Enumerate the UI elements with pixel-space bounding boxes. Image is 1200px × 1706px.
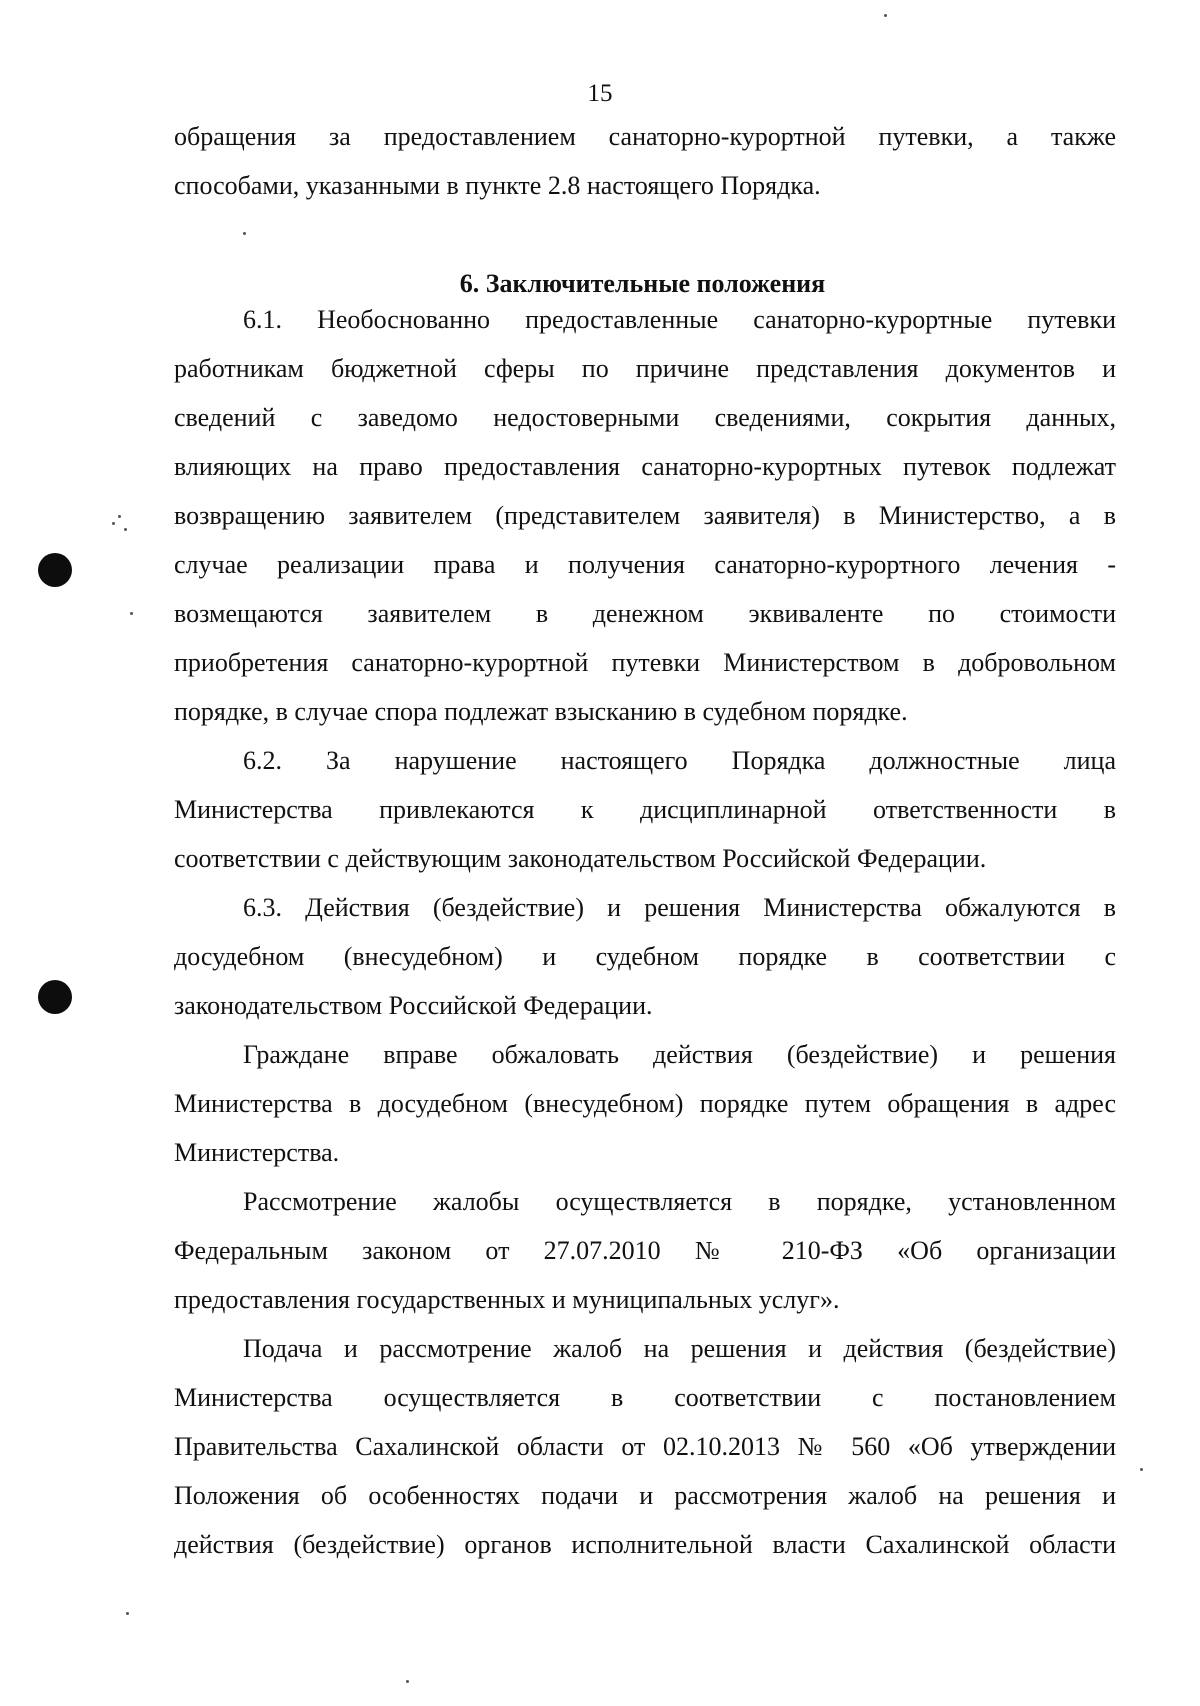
text-line: Граждане вправе обжаловать действия (бездействие) и решения [243,1040,1116,1069]
text-line: работникам бюджетной сферы по причине представления документов и [174,354,1116,383]
text-line: случае реализации права и получения санаторно-курортного лечения - [174,550,1116,579]
scan-speck [124,528,127,531]
text-line: 6.3. Действия (бездействие) и решения Министерства обжалуются в [243,893,1116,922]
scan-speck [243,232,246,235]
binder-hole [38,553,72,587]
text-line: способами, указанными в пункте 2.8 настоящего Порядка. [174,171,821,200]
text-line: законодательством Российской Федерации. [174,991,653,1020]
text-line: 6.2. За нарушение настоящего Порядка должностные лица [243,746,1116,775]
text-line: приобретения санаторно-курортной путевки Министерством в добровольном [174,648,1116,677]
scan-speck [112,522,115,525]
text-line: обращения за предоставлением санаторно-курортной путевки, а также [174,122,1116,151]
text-line: предоставления государственных и муниципальных услуг». [174,1285,840,1314]
section-body [174,295,1116,1569]
text-line: влияющих на право предоставления санаторно-курортных путевок подлежат [174,452,1116,481]
text-line: Министерства осуществляется в соответствии с постановлением [174,1383,1116,1412]
text-line: возмещаются заявителем в денежном эквиваленте по стоимости [174,599,1116,628]
scan-speck [126,1612,129,1615]
scan-speck [118,515,121,518]
text-line: Правительства Сахалинской области от 02.10.2013 № 560 «Об утверждении [174,1432,1116,1461]
text-line: Министерства привлекаются к дисциплинарной ответственности в [174,795,1116,824]
text-line: Подача и рассмотрение жалоб на решения и действия (бездействие) [243,1334,1116,1363]
scan-speck [884,14,887,17]
text-line: Положения об особенностях подачи и рассмотрения жалоб на решения и [174,1481,1116,1510]
scan-speck [406,1680,409,1683]
text-line: действия (бездействие) органов исполнительной власти Сахалинской области [174,1530,1116,1559]
scan-speck [1140,1468,1143,1471]
text-line: Рассмотрение жалобы осуществляется в порядке, установленном [243,1187,1116,1216]
text-line: порядке, в случае спора подлежат взысканию в судебном порядке. [174,697,908,726]
text-line: возвращению заявителем (представителем заявителя) в Министерство, а в [174,501,1116,530]
text-line: 6.1. Необоснованно предоставленные санаторно-курортные путевки [243,305,1116,334]
binder-hole [38,980,72,1014]
section-heading: 6. Заключительные положения [459,269,826,298]
text-line: досудебном (внесудебном) и судебном порядке в соответствии с [174,942,1116,971]
text-line: Министерства в досудебном (внесудебном) порядке путем обращения в адрес [174,1089,1116,1118]
page-number: 15 [587,80,613,107]
scan-speck [130,612,133,615]
intro-paragraph [174,112,1116,210]
text-line: соответствии с действующим законодательством Российской Федерации. [174,844,987,873]
text-line: Федеральным законом от 27.07.2010 № 210-ФЗ «Об организации [174,1236,1116,1265]
text-line: Министерства. [174,1138,340,1167]
text-line: сведений с заведомо недостоверными сведениями, сокрытия данных, [174,403,1116,432]
